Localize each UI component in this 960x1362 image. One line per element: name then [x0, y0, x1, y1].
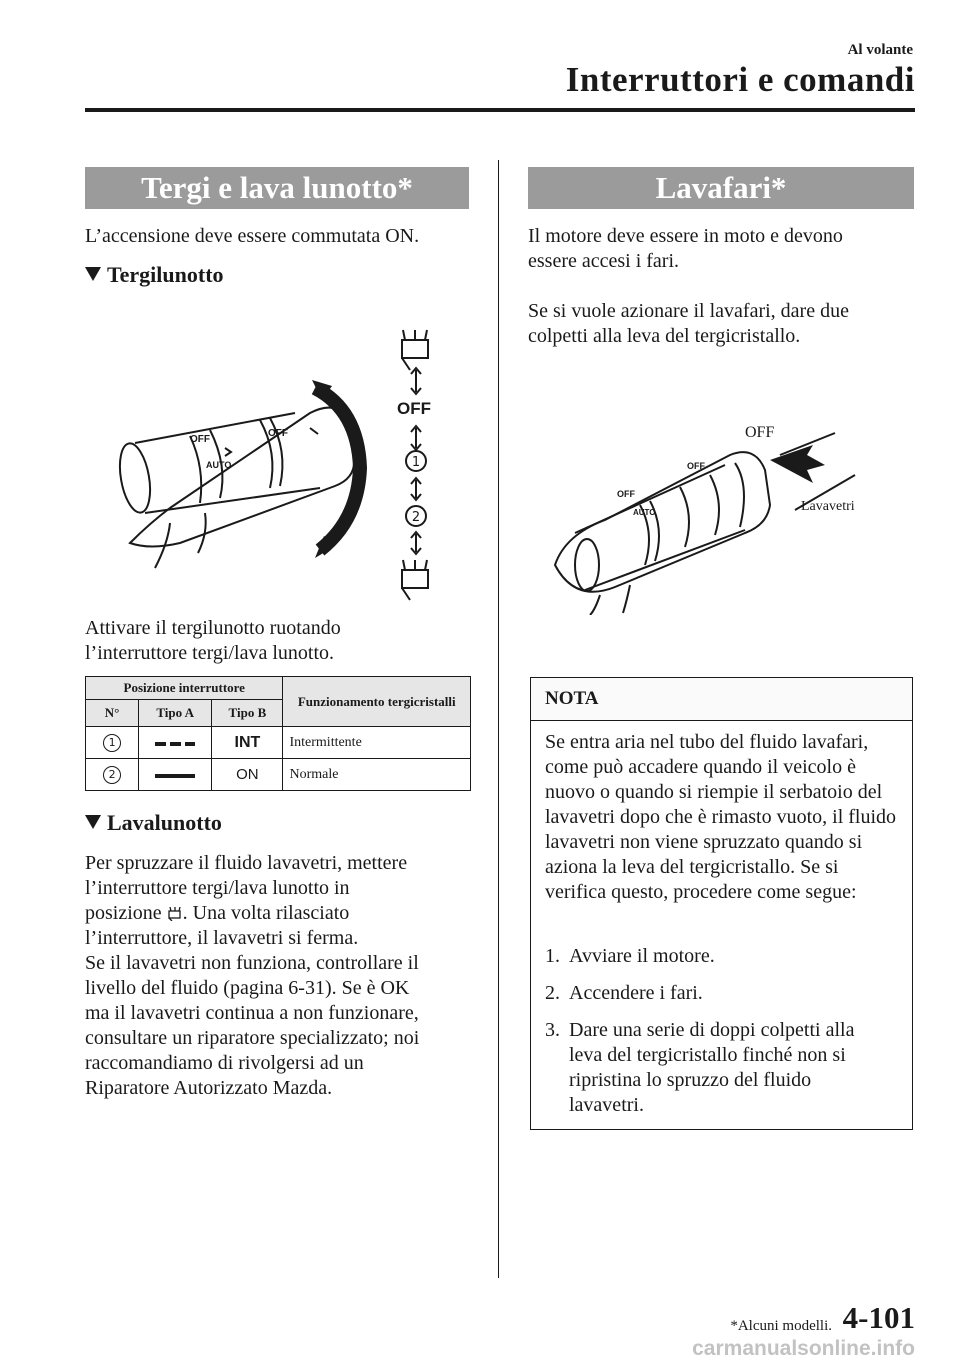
nota-title: NOTA — [545, 688, 599, 709]
triangle-bullet-icon — [85, 815, 101, 829]
figure1-step-1: 1 — [411, 455, 421, 470]
th-type-a: Tipo A — [139, 700, 212, 727]
watermark: carmanualsonline.info — [692, 1337, 915, 1360]
figure2-wash-label: Lavavetri — [801, 499, 855, 514]
th-switch-position: Posizione interruttore — [86, 677, 283, 700]
knob-label-off: OFF — [617, 489, 635, 499]
running-header-section: Al volante — [847, 42, 913, 58]
th-wiper-function: Funzionamento tergicristalli — [283, 677, 471, 727]
headlamp-washer-figure — [545, 415, 895, 615]
intermittent-symbol-icon — [155, 742, 195, 746]
section-heading-rear-wiper: Tergi e lava lunotto* — [85, 167, 469, 209]
figure1-step-2: 2 — [411, 510, 421, 525]
subheading-tergilunotto: Tergilunotto — [85, 262, 224, 288]
right-para-2: Se si vuole azionare il lavafari, dare due colpetti alla leva del tergicristallo. — [528, 300, 849, 347]
table-row — [86, 727, 471, 759]
function-value: Intermittente — [283, 727, 471, 759]
knob-label-off-2: OFF — [268, 428, 288, 439]
th-number: N° — [86, 700, 139, 727]
lavalunotto-para-a: Per spruzzare il fluido lavavetri, mettere l’interruttore tergi/lava lunotto in — [85, 852, 408, 899]
knob-label-off-2: OFF — [687, 461, 705, 471]
page-number: 4-101 — [842, 1300, 915, 1335]
figure1-off-label: OFF — [397, 399, 431, 418]
knob-label-auto: AUTO — [206, 460, 232, 470]
running-header-title: Interruttori e comandi — [565, 60, 915, 99]
row-number: 1 — [103, 734, 121, 752]
right-para-1: Il motore deve essere in moto e devono essere accesi i fari. — [528, 225, 843, 272]
triangle-bullet-icon — [85, 267, 101, 281]
knob-label-off: OFF — [190, 434, 210, 445]
washer-icon — [167, 905, 183, 921]
switch-position-table — [85, 676, 471, 791]
nota-box: NOTA Se entra aria nel tubo del fluido lavafari, come può accadere quando il veicolo è nuovo o quando si riempie il serbatoio del lavavetri dopo che è rimasto vuoto, il fluido lavavetri non viene spruzzato quando si aziona la leva del tergicristallo. Se si verifica questo, procedere come segue: 1. Avviare il motore. 2. Accendere i fari. 3. Dare una serie di doppi colpetti alla leva del tergicristallo finché non si ripristina lo spruzzo del fluido lavavetri. — [530, 677, 913, 1130]
th-type-b: Tipo B — [212, 700, 283, 727]
type-b-value: INT — [212, 727, 283, 759]
figure1-caption: Attivare il tergilunotto ruotando l’interruttore tergi/lava lunotto. — [85, 617, 341, 664]
lavalunotto-para-b: posizione . Una volta rilasciato — [85, 902, 350, 924]
nota-header — [531, 678, 912, 721]
row-number: 2 — [103, 766, 121, 784]
table-row — [86, 759, 471, 791]
normal-symbol-icon — [155, 774, 195, 778]
section-heading-headlamp-washer: Lavafari* — [528, 167, 914, 209]
subheading-lavalunotto: Lavalunotto — [85, 810, 222, 836]
type-b-value: ON — [212, 759, 283, 791]
rear-wiper-stalk-figure — [110, 318, 460, 610]
knob-label-auto: AUTO — [633, 508, 656, 517]
left-intro: L’accensione deve essere commutata ON. — [85, 225, 420, 247]
footer-note: *Alcuni modelli. — [730, 1318, 832, 1334]
function-value: Normale — [283, 759, 471, 791]
figure2-off-label: OFF — [745, 424, 775, 441]
lavalunotto-para-c: l’interruttore, il lavavetri si ferma. Se il lavavetri non funziona, controllare il livello del fluido (pagina 6-31). Se è OK ma il lavavetri continua a non funzionare, consultare un riparatore specializzato; noi raccomandiamo di rivolgersi ad un Riparatore Autorizzato Mazda. — [85, 927, 420, 1099]
column-divider — [498, 160, 499, 1278]
nota-body: Se entra aria nel tubo del fluido lavafari, come può accadere quando il veicolo è nuovo o quando si riempie il serbatoio del lavavetri dopo che è rimasto vuoto, il fluido lavavetri non viene spruzzato quando si aziona la leva del tergicristallo. Se si verifica questo, procedere come segue: — [545, 731, 897, 903]
header-rule — [85, 108, 915, 112]
